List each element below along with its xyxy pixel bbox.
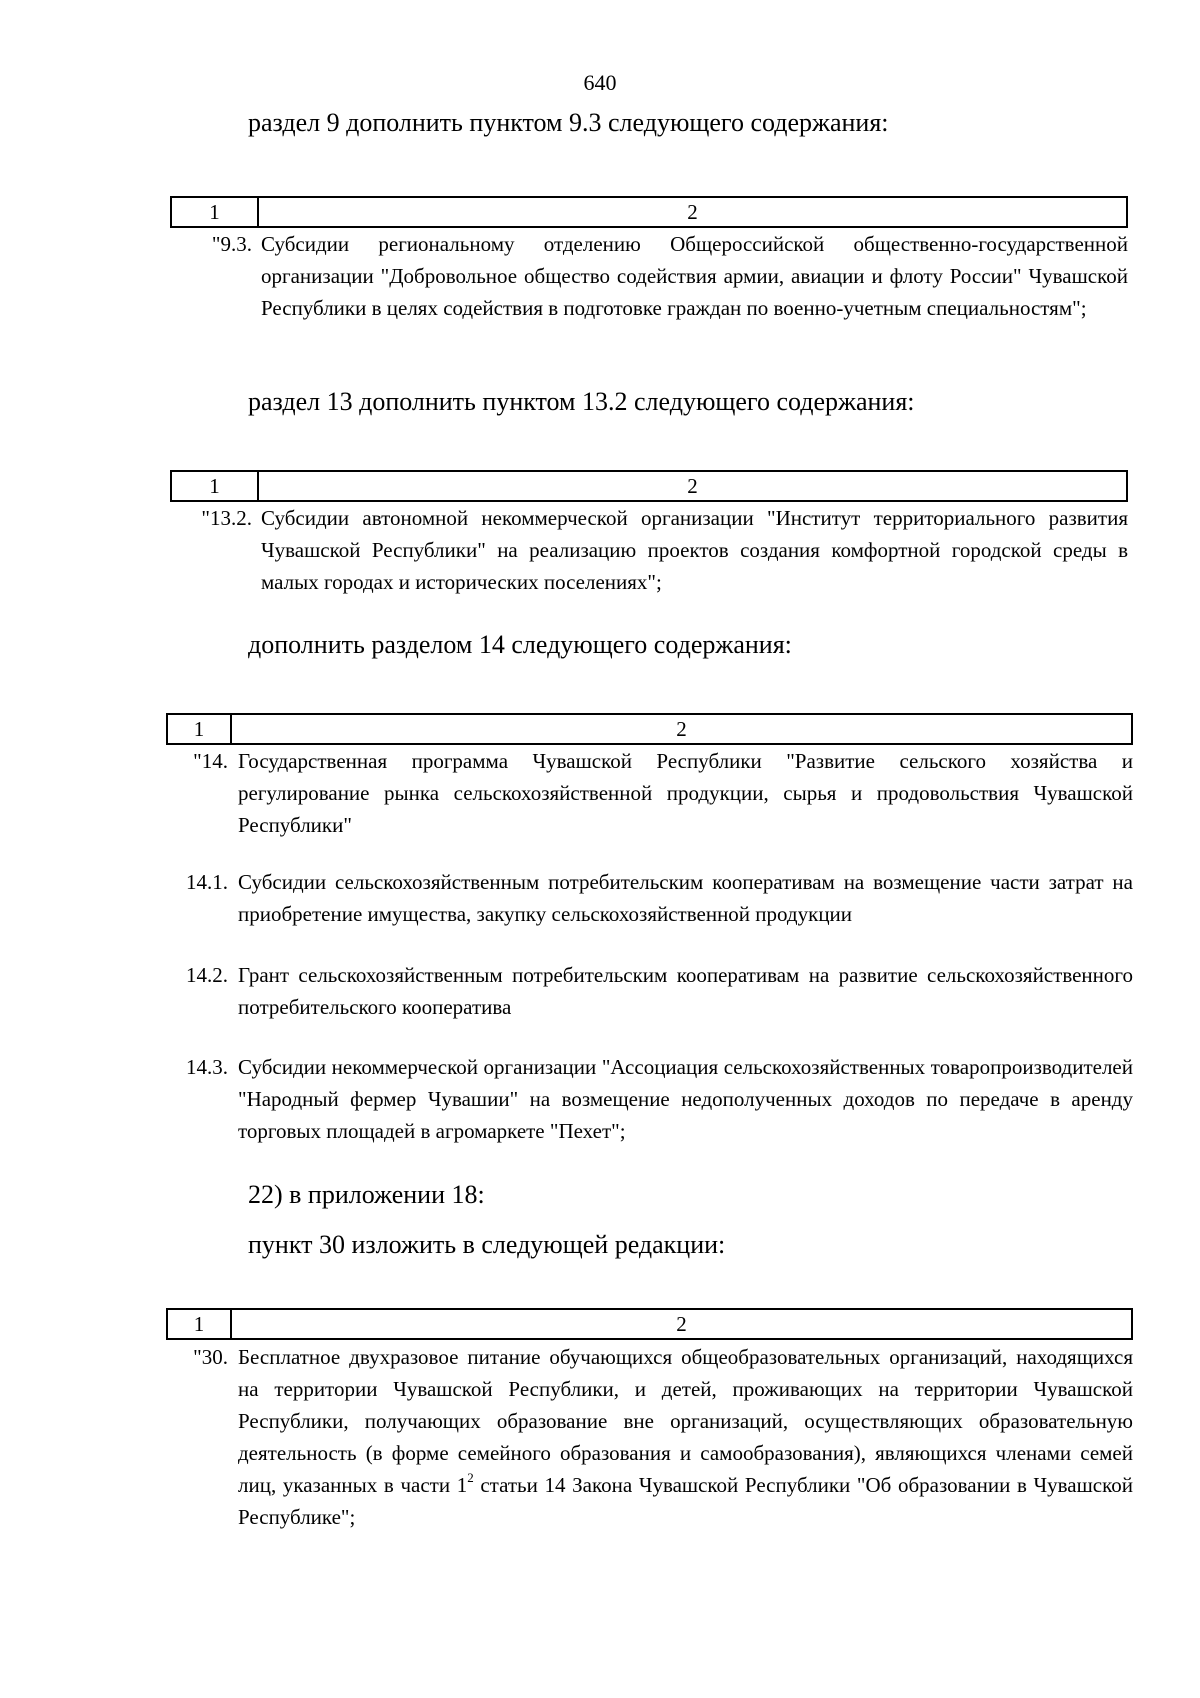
table-header-col1: 1 (168, 715, 232, 743)
row-text: Грант сельскохозяйственным потребительским кооперативам на развитие сельскохозяйственного потребительского кооператива (238, 963, 1133, 1019)
table-header-col1: 1 (172, 198, 259, 226)
page-number: 640 (583, 70, 617, 95)
table-header-col1: 1 (172, 472, 259, 500)
row-text: Субсидии региональному отделению Общероссийской общественно-государственной организации "Добровольное общество содействия армии, авиации и флоту России" Чувашской Республики в целях содействия в подготовке граждан по военно-учетным специальностям"; (261, 232, 1128, 320)
row-number: "30. (193, 1345, 228, 1369)
table-header-col2: 2 (676, 1311, 687, 1336)
row-text (238, 1341, 1133, 1533)
superscript: 2 (467, 1470, 474, 1485)
row-number: "13.2. (201, 506, 252, 530)
table-header-14 (166, 713, 1133, 745)
row-text: Субсидии некоммерческой организации "Ассоциация сельскохозяйственных товаропроизводителей "Народный фермер Чувашии" на возмещение недополученных доходов по передаче в аренду торговых площадей в агромаркете "Пехет"; (238, 1055, 1133, 1143)
row-number: "14. (193, 749, 228, 773)
section-heading-13: раздел 13 дополнить пунктом 13.2 следующего содержания: (248, 387, 915, 416)
section-heading-9: раздел 9 дополнить пунктом 9.3 следующего содержания: (248, 108, 889, 137)
table-header-col2: 2 (687, 199, 698, 224)
row-text-part: Бесплатное двухразовое питание обучающихся общеобразовательных организаций, находящихся на территории Чувашской Республики, и детей, проживающих на территории Чувашской Республики, получающих образование вне организаций, осуществляющих образовательную деятельность (в форме семейного образования и самообразования), являющихся членами семей лиц, указанных в части 1 (238, 1345, 1133, 1497)
row-text-part: статьи 14 Закона Чувашской Республики "Об образовании в Чувашской Республике"; (238, 1473, 1133, 1529)
section-heading-14: дополнить разделом 14 следующего содержания: (248, 630, 792, 659)
table-header-col2: 2 (676, 716, 687, 741)
row-number: 14.2. (186, 963, 228, 987)
row-text: Субсидии автономной некоммерческой организации "Институт территориального развития Чувашской Республики" на реализацию проектов создания комфортной городской среды в малых городах и исторических поселениях"; (261, 506, 1128, 594)
table-header-9 (170, 196, 1128, 228)
row-number: "9.3. (211, 232, 252, 256)
section-heading-30: пункт 30 изложить в следующей редакции: (248, 1230, 726, 1259)
table-header-13 (170, 470, 1128, 502)
table-header-30 (166, 1308, 1133, 1340)
row-text: Субсидии сельскохозяйственным потребительским кооперативам на возмещение части затрат на приобретение имущества, закупку сельскохозяйственной продукции (238, 870, 1133, 926)
table-header-col2: 2 (687, 473, 698, 498)
row-number: 14.3. (186, 1055, 228, 1079)
row-number: 14.1. (186, 870, 228, 894)
row-text: Государственная программа Чувашской Республики "Развитие сельского хозяйства и регулирование рынка сельскохозяйственной продукции, сырья и продовольствия Чувашской Республики" (238, 749, 1133, 837)
table-header-col1: 1 (168, 1310, 232, 1338)
annex-heading: 22) в приложении 18: (248, 1180, 485, 1209)
